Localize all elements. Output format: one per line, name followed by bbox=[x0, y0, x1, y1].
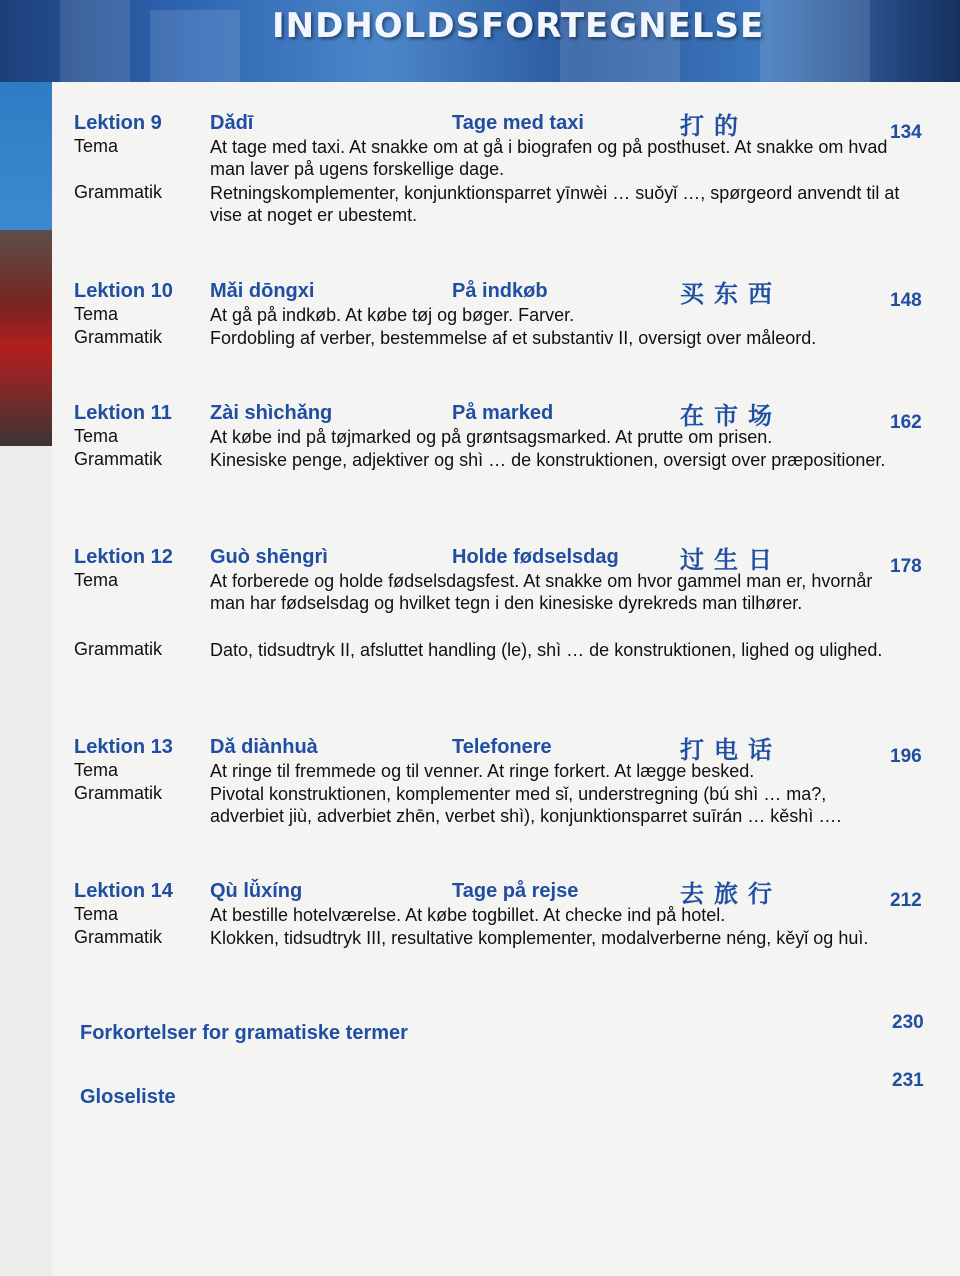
tema-text: At købe ind på tøjmarked og på grøntsagsmarked. At prutte om prisen. bbox=[210, 427, 773, 447]
grammatik-label: Grammatik bbox=[74, 449, 163, 469]
lesson-number: Lektion 10 bbox=[74, 280, 173, 302]
lesson-pinyin: Mǎi dōngxi bbox=[210, 280, 315, 302]
tema-text: At forberede og holde fødselsdagsfest. At snakke om hvor gammel man er, hvornår man har fødselsdag og hvilket tegn i den kinesiske dyrekreds man tilhører. bbox=[210, 571, 873, 613]
lesson-hanzi: 过生日 bbox=[680, 545, 782, 574]
lesson-number: Lektion 12 bbox=[74, 546, 173, 568]
banner-photo-4 bbox=[760, 0, 870, 82]
section-page-number: 231 bbox=[892, 1070, 924, 1091]
lesson-danish-title: Tage på rejse bbox=[452, 880, 579, 902]
grammatik-text: Fordobling af verber, bestemmelse af et substantiv II, oversigt over måleord. bbox=[210, 328, 817, 348]
grammatik-text: Pivotal konstruktionen, komplementer med sǐ, understregning (bú shì … ma?, adverbiet jiù, adverbiet zhēn, verbet shì), konjunktionsparret suīrán … kěshì …. bbox=[210, 784, 842, 826]
lesson-number: Lektion 13 bbox=[74, 736, 173, 758]
tema-text: At gå på indkøb. At købe tøj og bøger. Farver. bbox=[210, 305, 575, 325]
header-banner bbox=[0, 0, 960, 82]
tema-label: Tema bbox=[74, 760, 119, 780]
lesson-number: Lektion 14 bbox=[74, 880, 173, 902]
lesson-hanzi: 打的 bbox=[680, 111, 748, 140]
page-number: 148 bbox=[890, 290, 922, 311]
lesson-danish-title: Holde fødselsdag bbox=[452, 546, 619, 568]
lesson-hanzi: 在市场 bbox=[680, 401, 782, 430]
page-number: 212 bbox=[890, 890, 922, 911]
banner-photo-2 bbox=[150, 10, 240, 82]
banner-photo-1 bbox=[60, 0, 130, 82]
tema-text: At tage med taxi. At snakke om at gå i biografen og på posthuset. At snakke om hvad man laver på ugens forskellige dage. bbox=[210, 137, 888, 179]
tema-label: Tema bbox=[74, 426, 119, 446]
lesson-pinyin: Guò shēngrì bbox=[210, 546, 328, 568]
lesson-pinyin: Qù lǚxíng bbox=[210, 880, 303, 902]
lesson-danish-title: På indkøb bbox=[452, 280, 548, 302]
section-abbreviations-title: Forkortelser for gramatiske termer bbox=[80, 1022, 408, 1044]
lesson-hanzi: 打电话 bbox=[680, 735, 782, 764]
grammatik-text: Dato, tidsudtryk II, afsluttet handling (le), shì … de konstruktionen, lighed og ulighed. bbox=[210, 640, 883, 660]
lesson-pinyin: Dǎ diànhuà bbox=[210, 736, 318, 758]
tema-label: Tema bbox=[74, 904, 119, 924]
tema-label: Tema bbox=[74, 570, 119, 590]
tema-text: At bestille hotelværelse. At købe togbillet. At checke ind på hotel. bbox=[210, 905, 726, 925]
lesson-danish-title: Tage med taxi bbox=[452, 112, 584, 134]
grammatik-label: Grammatik bbox=[74, 327, 163, 347]
grammatik-text: Klokken, tidsudtryk III, resultative komplementer, modalverberne néng, kěyǐ og huì. bbox=[210, 928, 869, 948]
grammatik-text: Retningskomplementer, konjunktionsparret yīnwèi … suǒyǐ …, spørgeord anvendt til at vise at noget er ubestemt. bbox=[210, 183, 900, 225]
lesson-danish-title: Telefonere bbox=[452, 736, 552, 758]
left-photo bbox=[0, 230, 52, 446]
page-number: 178 bbox=[890, 556, 922, 577]
grammatik-text: Kinesiske penge, adjektiver og shì … de konstruktionen, oversigt over præpositioner. bbox=[210, 450, 886, 470]
page-number: 196 bbox=[890, 746, 922, 767]
lesson-pinyin: Dǎdī bbox=[210, 112, 254, 134]
page-title: INDHOLDSFORTEGNELSE bbox=[272, 6, 765, 46]
section-glossary-title: Gloseliste bbox=[80, 1086, 176, 1108]
lesson-danish-title: På marked bbox=[452, 402, 554, 424]
tema-label: Tema bbox=[74, 136, 119, 156]
lesson-number: Lektion 9 bbox=[74, 112, 162, 134]
grammatik-label: Grammatik bbox=[74, 182, 163, 202]
lesson-number: Lektion 11 bbox=[74, 402, 172, 424]
tema-label: Tema bbox=[74, 304, 119, 324]
toc-page bbox=[52, 82, 960, 1276]
grammatik-label: Grammatik bbox=[74, 639, 163, 659]
section-page-number: 230 bbox=[892, 1012, 924, 1033]
tema-text: At ringe til fremmede og til venner. At ringe forkert. At lægge besked. bbox=[210, 761, 755, 781]
page-number: 162 bbox=[890, 412, 922, 433]
lesson-hanzi: 去旅行 bbox=[680, 879, 782, 908]
lesson-pinyin: Zài shìchǎng bbox=[210, 402, 333, 424]
lesson-hanzi: 买东西 bbox=[680, 279, 782, 308]
grammatik-label: Grammatik bbox=[74, 927, 163, 947]
page-number: 134 bbox=[890, 122, 922, 143]
grammatik-label: Grammatik bbox=[74, 783, 163, 803]
